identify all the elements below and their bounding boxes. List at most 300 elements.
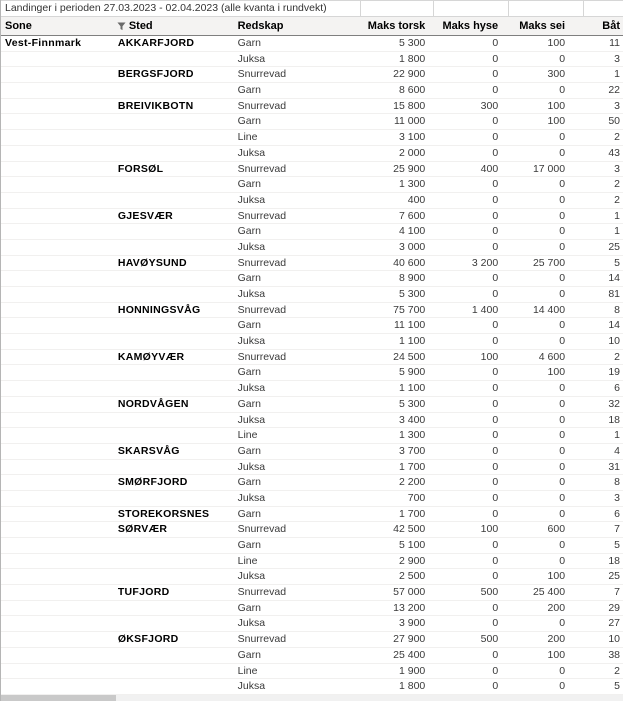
table-row[interactable] — [1, 444, 623, 460]
cell-redskap: Snurrevad — [237, 303, 287, 316]
cell-sei: 100 — [547, 115, 566, 128]
cell-bat: 2 — [614, 350, 621, 363]
cell-sted — [116, 428, 236, 443]
cell-redskap: Line — [237, 131, 258, 144]
cell-hyse: 0 — [492, 570, 499, 583]
table-row[interactable] — [1, 491, 623, 507]
cell-redskap: Garn — [237, 601, 261, 614]
table-row[interactable] — [1, 428, 623, 444]
cell-sei: 0 — [559, 52, 566, 65]
scrollbar-thumb[interactable] — [1, 695, 116, 701]
cell-sted — [116, 538, 236, 553]
cell-torsk: 15 800 — [393, 99, 426, 112]
cell-sone — [1, 428, 116, 443]
cell-redskap: Garn — [237, 178, 261, 191]
cell-bat: 50 — [608, 115, 621, 128]
cell-sei: 0 — [559, 460, 566, 473]
cell-hyse: 0 — [492, 460, 499, 473]
cell-sei: 600 — [547, 523, 566, 536]
cell-torsk: 1 800 — [399, 52, 426, 65]
cell-sei: 0 — [559, 193, 566, 206]
table-row[interactable] — [1, 209, 623, 225]
cell-redskap: Snurrevad — [237, 162, 287, 175]
table-row[interactable] — [1, 318, 623, 334]
cell-bat: 14 — [608, 272, 621, 285]
cell-sone — [1, 648, 116, 663]
cell-redskap: Juksa — [237, 240, 266, 253]
cell-hyse: 1 400 — [471, 303, 499, 316]
cell-torsk: 22 900 — [393, 68, 426, 81]
cell-sone — [1, 538, 116, 553]
cell-sone — [1, 679, 116, 694]
cell-bat: 27 — [608, 617, 621, 630]
cell-hyse: 3 200 — [471, 256, 499, 269]
table-row[interactable] — [1, 522, 623, 538]
cell-bat: 7 — [614, 586, 621, 599]
cell-sone — [1, 287, 116, 302]
cell-sei: 0 — [559, 319, 566, 332]
table-row[interactable] — [1, 664, 623, 680]
table-row[interactable] — [1, 193, 623, 209]
cell-bat: 6 — [614, 382, 621, 395]
cell-redskap: Juksa — [237, 491, 266, 504]
cell-sone — [1, 569, 116, 584]
cell-redskap: Juksa — [237, 193, 266, 206]
col-header-sone[interactable]: Sone — [5, 20, 32, 32]
cell-bat: 3 — [614, 162, 621, 175]
cell-bat: 3 — [614, 99, 621, 112]
cell-redskap: Juksa — [237, 335, 266, 348]
cell-torsk: 5 300 — [399, 397, 426, 410]
cell-sone — [1, 460, 116, 475]
cell-hyse: 0 — [492, 52, 499, 65]
cell-torsk: 75 700 — [393, 303, 426, 316]
cell-redskap: Garn — [237, 397, 261, 410]
cell-sted: HONNINGSVÅG — [117, 303, 201, 316]
cell-sted — [116, 83, 236, 98]
cell-torsk: 3 000 — [399, 240, 426, 253]
cell-sei: 0 — [559, 429, 566, 442]
cell-torsk: 11 100 — [393, 319, 426, 332]
cell-sei: 0 — [559, 84, 566, 97]
cell-sone — [1, 52, 116, 67]
cell-sted: HAVØYSUND — [117, 256, 187, 269]
table-row[interactable] — [1, 287, 623, 303]
cell-redskap: Juksa — [237, 460, 266, 473]
title-row — [1, 0, 623, 17]
cell-sone — [1, 146, 116, 161]
title-spacer — [509, 1, 584, 17]
cell-sone — [1, 162, 116, 177]
cell-bat: 10 — [608, 335, 621, 348]
cell-bat: 29 — [608, 601, 621, 614]
table-row[interactable] — [1, 460, 623, 476]
cell-sei: 0 — [559, 225, 566, 238]
cell-sted: TUFJORD — [117, 586, 170, 599]
table-row[interactable] — [1, 554, 623, 570]
title-spacer — [434, 1, 509, 17]
cell-sted — [116, 177, 236, 192]
table-row[interactable] — [1, 162, 623, 178]
table-row[interactable] — [1, 67, 623, 83]
cell-hyse: 0 — [492, 554, 499, 567]
cell-hyse: 500 — [480, 586, 499, 599]
cell-redskap: Garn — [237, 539, 261, 551]
col-header-bat[interactable]: Båt — [602, 20, 621, 32]
cell-hyse: 0 — [492, 601, 499, 614]
cell-hyse: 0 — [492, 37, 499, 49]
cell-sted — [116, 193, 236, 208]
table-row[interactable] — [1, 538, 623, 554]
cell-torsk: 5 900 — [399, 366, 426, 379]
cell-sone — [1, 475, 116, 490]
cell-sted: NORDVÅGEN — [117, 397, 189, 410]
cell-hyse: 0 — [492, 397, 499, 410]
cell-sted: BERGSFJORD — [117, 68, 194, 81]
table-body — [1, 36, 623, 695]
cell-redskap: Garn — [237, 366, 261, 379]
cell-hyse: 0 — [492, 178, 499, 191]
cell-sone — [1, 350, 116, 365]
cell-redskap: Snurrevad — [237, 209, 287, 222]
table-row[interactable] — [1, 585, 623, 601]
table-row[interactable] — [1, 648, 623, 664]
cell-sei: 0 — [559, 413, 566, 426]
col-header-maks-hyse[interactable]: Maks hyse — [442, 20, 499, 32]
cell-sone — [1, 616, 116, 631]
cell-redskap: Juksa — [237, 146, 266, 159]
cell-sei: 0 — [559, 146, 566, 159]
cell-bat: 3 — [614, 491, 621, 504]
col-header-maks-sei[interactable]: Maks sei — [519, 20, 566, 32]
cell-bat: 11 — [609, 37, 621, 49]
cell-sted — [116, 554, 236, 569]
cell-bat: 1 — [614, 429, 621, 442]
cell-torsk: 57 000 — [393, 586, 426, 599]
cell-redskap: Line — [237, 664, 258, 677]
cell-bat: 2 — [614, 664, 621, 677]
cell-redskap: Juksa — [237, 680, 266, 693]
cell-bat: 2 — [614, 178, 621, 191]
cell-sone — [1, 554, 116, 569]
report-title: Landinger i perioden 27.03.2023 - 02.04.2023 (alle kvanta i rundvekt) — [1, 1, 361, 17]
cell-sei: 0 — [559, 335, 566, 348]
table-row[interactable] — [1, 177, 623, 193]
cell-sted — [116, 491, 236, 506]
cell-hyse: 0 — [492, 335, 499, 348]
cell-sone — [1, 209, 116, 224]
cell-sone — [1, 193, 116, 208]
cell-sei: 0 — [559, 272, 566, 285]
cell-sone — [1, 177, 116, 192]
cell-redskap: Snurrevad — [237, 68, 287, 81]
cell-sted — [116, 240, 236, 255]
cell-sei: 100 — [547, 366, 566, 379]
table-row[interactable] — [1, 413, 623, 429]
cell-sei: 100 — [547, 37, 566, 49]
cell-sted — [116, 601, 236, 616]
cell-redskap: Juksa — [237, 617, 266, 630]
cell-sei: 0 — [559, 382, 566, 395]
cell-sted — [116, 616, 236, 631]
cell-sone — [1, 130, 116, 145]
cell-bat: 14 — [608, 319, 621, 332]
table-row[interactable] — [1, 616, 623, 632]
cell-torsk: 11 000 — [393, 115, 426, 128]
cell-sted — [116, 381, 236, 396]
table-row[interactable] — [1, 99, 623, 115]
table-row[interactable] — [1, 303, 623, 319]
filter-icon[interactable] — [116, 20, 128, 32]
cell-torsk: 2 500 — [399, 570, 426, 583]
cell-sone — [1, 334, 116, 349]
cell-hyse: 0 — [492, 272, 499, 285]
cell-hyse: 500 — [480, 633, 499, 646]
cell-torsk: 2 000 — [399, 146, 426, 159]
table-row[interactable] — [1, 397, 623, 413]
table-row[interactable] — [1, 632, 623, 648]
cell-bat: 5 — [614, 539, 621, 551]
cell-sted: SØRVÆR — [117, 523, 168, 536]
cell-bat: 8 — [614, 476, 621, 489]
cell-bat: 1 — [614, 68, 621, 81]
cell-hyse: 0 — [492, 240, 499, 253]
cell-torsk: 1 700 — [399, 460, 426, 473]
cell-redskap: Garn — [237, 444, 261, 457]
cell-sei: 0 — [559, 288, 566, 300]
cell-bat: 8 — [614, 303, 621, 316]
table-row[interactable] — [1, 146, 623, 162]
table-row[interactable] — [1, 256, 623, 272]
cell-redskap: Juksa — [237, 52, 266, 65]
table-row[interactable] — [1, 83, 623, 99]
cell-sei: 0 — [559, 664, 566, 677]
col-header-sted[interactable] — [116, 17, 236, 35]
cell-torsk: 1 100 — [399, 335, 426, 348]
cell-redskap: Juksa — [237, 413, 266, 426]
cell-sei: 0 — [559, 131, 566, 144]
table-row[interactable] — [1, 271, 623, 287]
cell-sted: BREIVIKBOTN — [117, 99, 194, 112]
cell-torsk: 1 300 — [399, 178, 426, 191]
cell-redskap: Snurrevad — [237, 256, 287, 269]
cell-bat: 7 — [614, 523, 621, 536]
cell-sone — [1, 114, 116, 129]
cell-sei: 0 — [559, 240, 566, 253]
cell-sei: 0 — [559, 507, 566, 520]
cell-hyse: 0 — [492, 413, 499, 426]
cell-hyse: 0 — [492, 507, 499, 520]
cell-torsk: 400 — [407, 193, 426, 206]
col-header-maks-torsk[interactable]: Maks torsk — [367, 20, 426, 32]
cell-hyse: 100 — [480, 350, 499, 363]
cell-bat: 5 — [614, 680, 621, 693]
cell-bat: 6 — [614, 507, 621, 520]
cell-hyse: 0 — [492, 476, 499, 489]
cell-torsk: 1 800 — [399, 680, 426, 693]
cell-sone — [1, 256, 116, 271]
cell-sted: AKKARFJORD — [117, 37, 195, 49]
table-row[interactable] — [1, 114, 623, 130]
cell-redskap: Garn — [237, 84, 261, 97]
table-row[interactable] — [1, 601, 623, 617]
cell-sone — [1, 585, 116, 600]
cell-torsk: 25 400 — [393, 648, 426, 661]
cell-sone — [1, 99, 116, 114]
cell-hyse: 0 — [492, 146, 499, 159]
cell-torsk: 4 100 — [399, 225, 426, 238]
cell-sone — [1, 381, 116, 396]
table-row[interactable] — [1, 36, 623, 52]
cell-bat: 2 — [614, 131, 621, 144]
cell-sone — [1, 664, 116, 679]
cell-sei: 200 — [547, 633, 566, 646]
cell-sted — [116, 334, 236, 349]
cell-hyse: 400 — [480, 162, 499, 175]
table-row[interactable] — [1, 569, 623, 585]
cell-hyse: 0 — [492, 617, 499, 630]
cell-sei: 0 — [559, 491, 566, 504]
cell-torsk: 5 300 — [399, 288, 426, 300]
cell-bat: 22 — [608, 84, 621, 97]
cell-sone — [1, 365, 116, 380]
cell-torsk: 2 200 — [399, 476, 426, 489]
cell-torsk: 3 400 — [399, 413, 426, 426]
cell-sei: 200 — [547, 601, 566, 614]
cell-bat: 19 — [608, 366, 621, 379]
cell-torsk: 1 300 — [399, 429, 426, 442]
cell-sei: 14 400 — [532, 303, 566, 316]
cell-bat: 18 — [608, 413, 621, 426]
cell-sei: 100 — [547, 99, 566, 112]
cell-hyse: 0 — [492, 209, 499, 222]
cell-sei: 0 — [559, 209, 566, 222]
cell-bat: 5 — [614, 256, 621, 269]
cell-redskap: Snurrevad — [237, 523, 287, 536]
cell-hyse: 0 — [492, 193, 499, 206]
cell-sted: STOREKORSNES — [117, 507, 210, 520]
cell-sone — [1, 491, 116, 506]
cell-torsk: 24 500 — [393, 350, 426, 363]
cell-sone — [1, 224, 116, 239]
cell-sted — [116, 271, 236, 286]
cell-sone — [1, 240, 116, 255]
cell-bat: 81 — [608, 288, 621, 300]
cell-hyse: 0 — [492, 225, 499, 238]
cell-sted — [116, 287, 236, 302]
table-row[interactable] — [1, 507, 623, 523]
cell-sted — [116, 648, 236, 663]
table-row[interactable] — [1, 224, 623, 240]
cell-sei: 100 — [547, 648, 566, 661]
cell-sone — [1, 271, 116, 286]
cell-hyse: 0 — [492, 429, 499, 442]
cell-sted — [116, 114, 236, 129]
cell-hyse: 0 — [492, 382, 499, 395]
table-row[interactable] — [1, 475, 623, 491]
cell-redskap: Garn — [237, 225, 261, 238]
cell-sone — [1, 601, 116, 616]
horizontal-scrollbar[interactable] — [1, 695, 623, 701]
cell-sted — [116, 679, 236, 694]
cell-sei: 0 — [559, 554, 566, 567]
cell-bat: 10 — [608, 633, 621, 646]
cell-redskap: Juksa — [237, 570, 266, 583]
cell-hyse: 0 — [492, 444, 499, 457]
cell-sei: 0 — [559, 539, 566, 551]
table-row[interactable] — [1, 365, 623, 381]
cell-sone — [1, 444, 116, 459]
cell-hyse: 0 — [492, 68, 499, 81]
cell-sted — [116, 318, 236, 333]
cell-sted: FORSØL — [117, 162, 164, 175]
cell-hyse: 300 — [480, 99, 499, 112]
cell-redskap: Juksa — [237, 382, 266, 395]
cell-sted: SMØRFJORD — [117, 476, 188, 489]
cell-hyse: 0 — [492, 115, 499, 128]
cell-torsk: 3 900 — [399, 617, 426, 630]
cell-sted — [116, 365, 236, 380]
table-row[interactable] — [1, 334, 623, 350]
table-row[interactable] — [1, 350, 623, 366]
cell-torsk: 1 100 — [399, 382, 426, 395]
table-row[interactable] — [1, 240, 623, 256]
cell-sei: 100 — [547, 570, 566, 583]
cell-sted: SKARSVÅG — [117, 444, 180, 457]
cell-sei: 0 — [559, 680, 566, 693]
col-header-sted-label: Sted — [128, 20, 153, 32]
cell-sei: 0 — [559, 397, 566, 410]
table-row[interactable] — [1, 130, 623, 146]
table-row[interactable] — [1, 679, 623, 695]
cell-redskap: Line — [237, 554, 258, 567]
col-header-redskap[interactable]: Redskap — [237, 20, 284, 32]
title-spacer — [361, 1, 434, 17]
cell-bat: 4 — [614, 444, 621, 457]
cell-torsk: 3 100 — [399, 131, 426, 144]
cell-torsk: 700 — [407, 491, 426, 504]
cell-sei: 0 — [559, 178, 566, 191]
cell-hyse: 0 — [492, 84, 499, 97]
cell-sei: 300 — [547, 68, 566, 81]
cell-hyse: 0 — [492, 491, 499, 504]
cell-redskap: Garn — [237, 272, 261, 285]
table-row[interactable] — [1, 52, 623, 68]
cell-sted: GJESVÆR — [117, 209, 174, 222]
cell-redskap: Garn — [237, 476, 261, 489]
cell-hyse: 0 — [492, 539, 499, 551]
cell-torsk: 42 500 — [393, 523, 426, 536]
cell-sone — [1, 318, 116, 333]
cell-sted: ØKSFJORD — [117, 633, 179, 646]
cell-sone — [1, 67, 116, 82]
cell-torsk: 5 100 — [399, 539, 426, 551]
cell-torsk: 7 600 — [399, 209, 426, 222]
cell-hyse: 0 — [492, 664, 499, 677]
cell-torsk: 13 200 — [393, 601, 426, 614]
cell-bat: 38 — [608, 648, 621, 661]
cell-torsk: 8 900 — [399, 272, 426, 285]
cell-sted — [116, 460, 236, 475]
cell-redskap: Snurrevad — [237, 350, 287, 363]
cell-sted — [116, 569, 236, 584]
cell-redskap: Snurrevad — [237, 633, 287, 646]
cell-torsk: 8 600 — [399, 84, 426, 97]
table-row[interactable] — [1, 381, 623, 397]
cell-sei: 0 — [559, 617, 566, 630]
cell-torsk: 40 600 — [393, 256, 426, 269]
title-spacer — [584, 1, 623, 17]
